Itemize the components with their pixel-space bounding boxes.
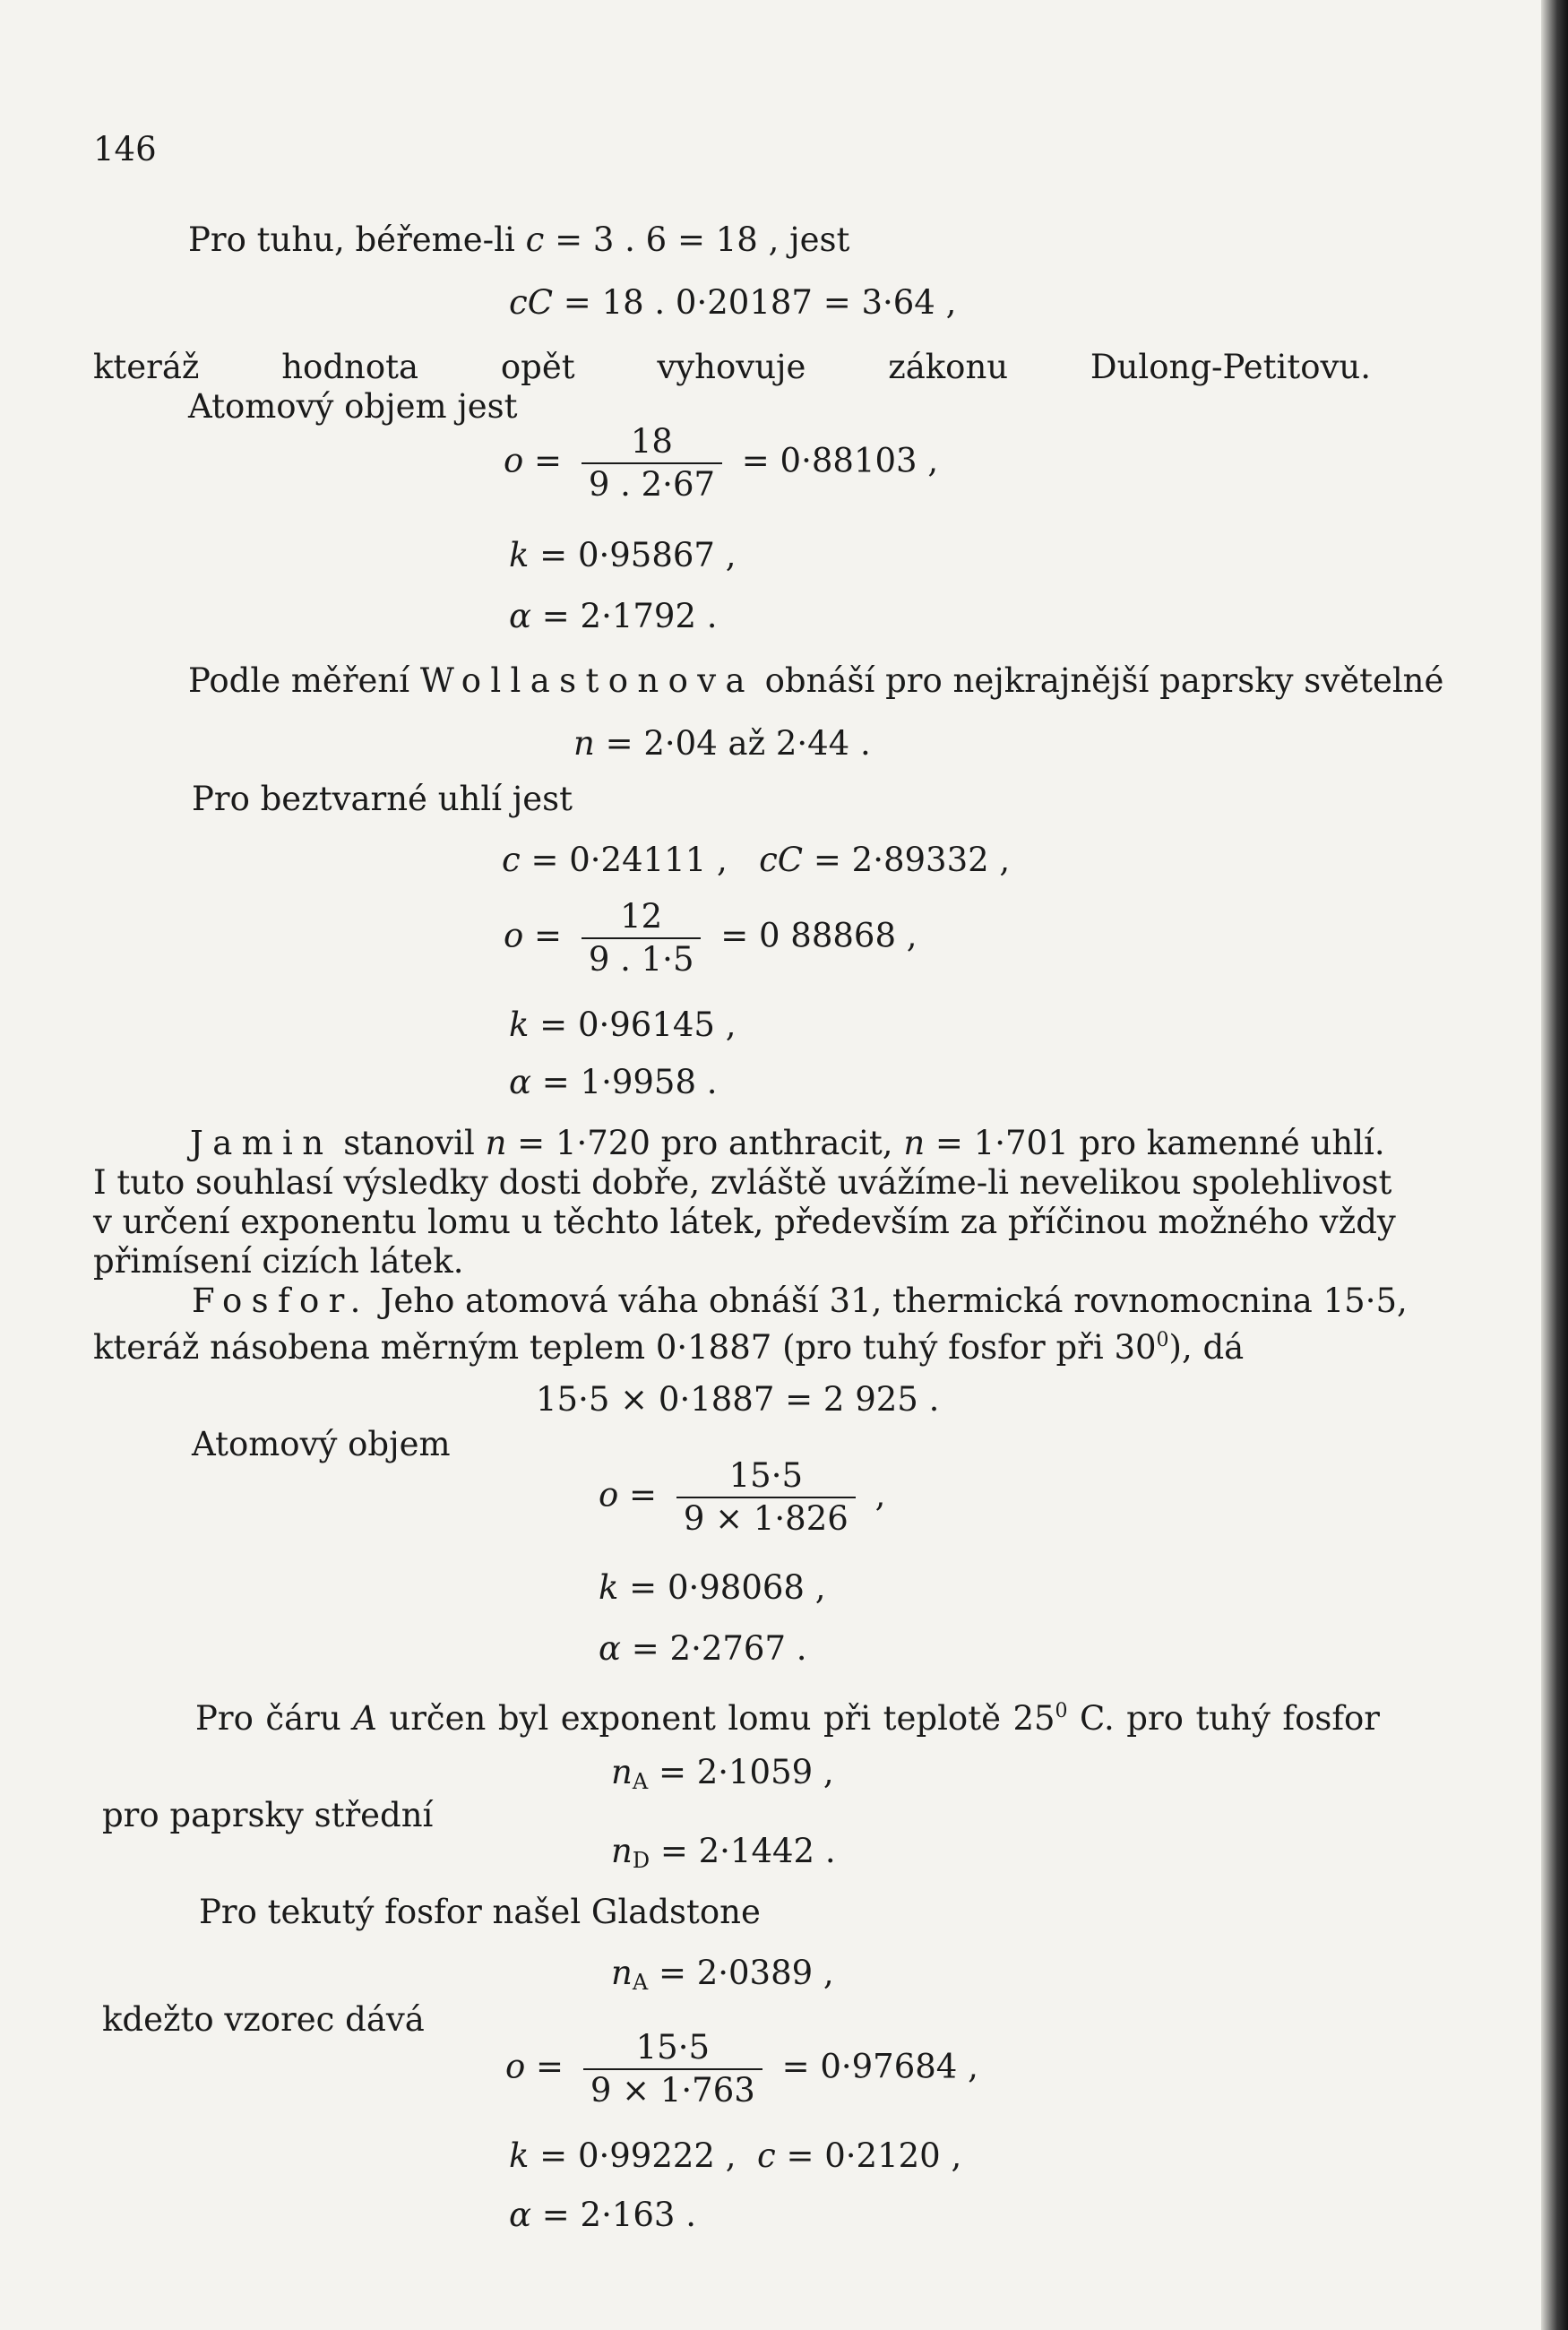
equation bbox=[509, 536, 736, 575]
equation: 15·5 × 0·1887 = 2 925 . bbox=[536, 1380, 940, 1419]
text-line bbox=[195, 1692, 1380, 1739]
fraction-equation bbox=[599, 1455, 885, 1540]
numerator: 18 bbox=[582, 421, 722, 464]
symbol: n bbox=[611, 1954, 633, 1992]
text-line bbox=[190, 1124, 1385, 1163]
equation bbox=[502, 841, 1010, 880]
text: = 0·98068 , bbox=[618, 1568, 826, 1607]
symbol: k bbox=[509, 536, 530, 574]
denominator: 9 . 2·67 bbox=[588, 465, 716, 504]
text-line: Pro beztvarné uhlí jest bbox=[192, 780, 573, 818]
text: = 0·96145 , bbox=[529, 1005, 737, 1044]
denominator: 9 × 1·826 bbox=[683, 1499, 849, 1538]
text: = bbox=[618, 1475, 668, 1514]
text: = 0·97684 , bbox=[771, 2047, 978, 2086]
fraction bbox=[676, 1455, 856, 1540]
equation bbox=[509, 1005, 736, 1045]
symbol: o bbox=[504, 916, 524, 955]
degree-superscript: 0 bbox=[1156, 1329, 1169, 1351]
text: kteráž násobena měrným teplem 0·1887 (pro tuhý fosfor při 30 bbox=[93, 1328, 1157, 1367]
symbol: o bbox=[504, 441, 524, 480]
symbol: n bbox=[573, 724, 595, 763]
text: = 2·89332 , bbox=[803, 841, 1011, 879]
text: = 0·95867 , bbox=[529, 536, 737, 574]
text-line: Atomový objem bbox=[192, 1425, 451, 1463]
symbol: k bbox=[599, 1568, 619, 1607]
text: = 1·701 pro kamenné uhlí. bbox=[925, 1124, 1385, 1162]
text: stanovil bbox=[332, 1124, 486, 1162]
text-line: Atomový objem jest bbox=[188, 387, 518, 426]
text: = 2·163 . bbox=[531, 2196, 696, 2234]
text: , bbox=[864, 1475, 886, 1514]
text: Podle měření bbox=[188, 661, 420, 700]
text-line: pro paprsky střední bbox=[102, 1796, 434, 1834]
symbol: n bbox=[611, 1832, 633, 1870]
text-line: I tuto souhlasí výsledky dosti dobře, zvláště uvážíme-li nevelikou spolehlivost bbox=[93, 1163, 1392, 1202]
text: C. pro tuhý fosfor bbox=[1067, 1699, 1380, 1738]
text: = 0 88868 , bbox=[710, 916, 918, 955]
fraction-equation bbox=[504, 896, 918, 980]
equation bbox=[509, 2136, 961, 2176]
symbol: o bbox=[505, 2047, 526, 2086]
symbol: α bbox=[509, 2196, 531, 2234]
text: = 2·1442 . bbox=[650, 1832, 836, 1870]
text: = 2·1059 , bbox=[648, 1753, 834, 1791]
symbol: n bbox=[903, 1124, 926, 1162]
text-line: v určení exponentu lomu u těchto látek, především za příčinou možného vždy bbox=[93, 1203, 1396, 1241]
equation bbox=[573, 724, 871, 764]
equation bbox=[611, 1954, 834, 2002]
text-line bbox=[93, 1321, 1244, 1368]
subscript: A bbox=[632, 1970, 649, 1995]
symbol: α bbox=[599, 1629, 621, 1668]
text: Pro čáru bbox=[195, 1699, 354, 1738]
equation bbox=[611, 1832, 836, 1880]
spaced-name: Fosfor. bbox=[192, 1282, 370, 1320]
symbol: α bbox=[509, 1063, 531, 1101]
symbol: α bbox=[509, 597, 531, 635]
denominator: 9 × 1·763 bbox=[590, 2071, 755, 2110]
text: = 2·04 až 2·44 . bbox=[594, 724, 871, 763]
equation bbox=[509, 597, 718, 636]
text: = 0·99222 , bbox=[529, 2136, 757, 2175]
fraction bbox=[583, 2027, 762, 2111]
text: = bbox=[525, 2047, 574, 2086]
numerator: 12 bbox=[582, 896, 702, 939]
equation bbox=[509, 1063, 718, 1102]
symbol: n bbox=[611, 1753, 633, 1791]
text: = 2·0389 , bbox=[648, 1954, 834, 1992]
numerator: 15·5 bbox=[676, 1455, 856, 1498]
text-line: kdežto vzorec dává bbox=[102, 2000, 425, 2039]
fraction bbox=[582, 421, 722, 505]
equation bbox=[509, 283, 956, 323]
text-line: kteráž hodnota opět vyhovuje zákonu Dulong-Petitovu. bbox=[93, 348, 1371, 386]
spaced-name: Wollastonova bbox=[419, 661, 754, 700]
denominator: 9 . 1·5 bbox=[588, 940, 694, 979]
text: ), dá bbox=[1168, 1328, 1245, 1367]
symbol: k bbox=[509, 2136, 530, 2175]
subscript: A bbox=[632, 1769, 649, 1794]
spaced-name: Jamin bbox=[190, 1124, 333, 1162]
fraction-equation bbox=[505, 2027, 978, 2111]
text-line: Pro tekutý fosfor našel Gladstone bbox=[199, 1893, 761, 1931]
symbol: c bbox=[525, 220, 545, 259]
fraction bbox=[582, 896, 702, 980]
text: = 0·2120 , bbox=[775, 2136, 962, 2175]
text: Jeho atomová váha obnáší 31, thermická rovnomocnina 15·5, bbox=[369, 1282, 1408, 1320]
equation bbox=[509, 2196, 696, 2235]
text: = 2·1792 . bbox=[531, 597, 718, 635]
text: = 0·24111 , bbox=[520, 841, 760, 879]
equation bbox=[599, 1568, 825, 1608]
text: = bbox=[523, 916, 573, 955]
equation bbox=[599, 1629, 807, 1669]
symbol: n bbox=[485, 1124, 507, 1162]
numerator: 15·5 bbox=[583, 2027, 762, 2070]
book-binding-edge bbox=[1541, 0, 1568, 2330]
text-line bbox=[192, 1282, 1408, 1321]
symbol: cC bbox=[759, 841, 804, 879]
text: = 18 . 0·20187 = 3·64 , bbox=[553, 283, 957, 322]
fraction-equation bbox=[504, 421, 938, 505]
text: = 1·9958 . bbox=[531, 1063, 718, 1101]
text: obnáší pro nejkrajnější paprsky světelné bbox=[754, 661, 1444, 700]
symbol: A bbox=[353, 1699, 377, 1738]
page-number: 146 bbox=[93, 130, 157, 168]
symbol: c bbox=[757, 2136, 776, 2175]
text-line bbox=[188, 220, 849, 260]
subscript: D bbox=[632, 1848, 650, 1873]
symbol: o bbox=[599, 1475, 619, 1514]
symbol: k bbox=[509, 1005, 530, 1044]
text: Pro tuhu, béřeme-li bbox=[188, 220, 526, 259]
text: = 0·88103 , bbox=[731, 441, 939, 480]
degree-superscript: 0 bbox=[1055, 1700, 1068, 1722]
symbol: cC bbox=[509, 283, 554, 322]
text: = 2·2767 . bbox=[621, 1629, 807, 1668]
text: = 3 . 6 = 18 , jest bbox=[544, 220, 850, 259]
text: = 1·720 pro anthracit, bbox=[506, 1124, 904, 1162]
text-line bbox=[188, 661, 1444, 701]
text: = bbox=[523, 441, 573, 480]
equation bbox=[611, 1753, 834, 1801]
text-line: přimísení cizích látek. bbox=[93, 1242, 464, 1281]
symbol: c bbox=[502, 841, 521, 879]
text: určen byl exponent lomu při teplotě 25 bbox=[376, 1699, 1055, 1738]
